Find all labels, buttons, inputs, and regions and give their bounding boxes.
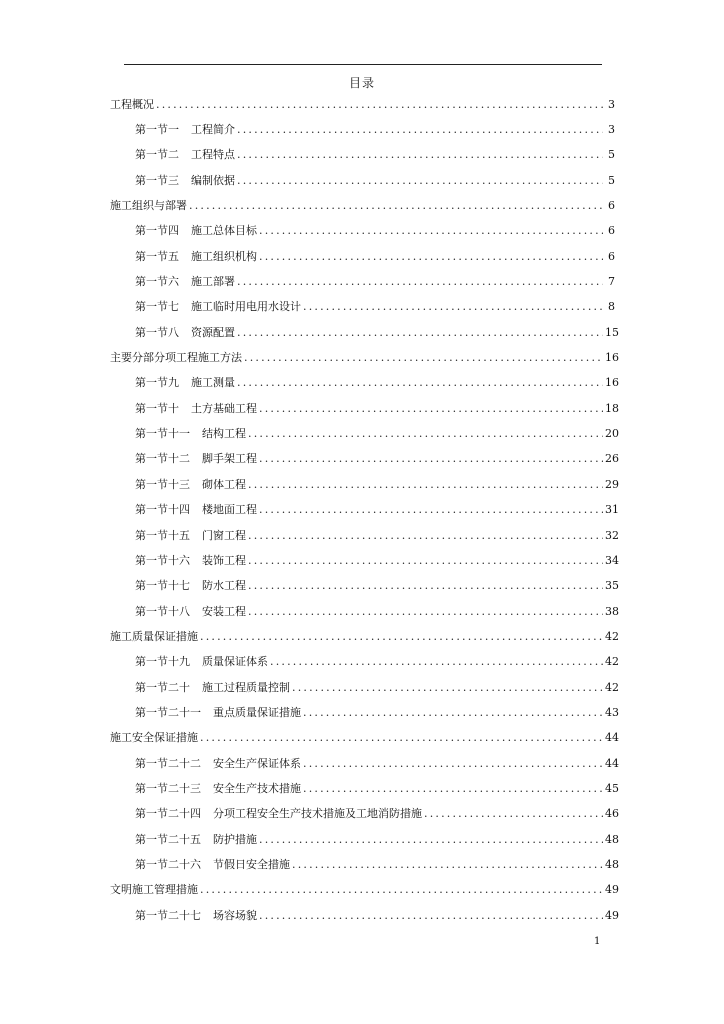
- toc-entry-label: 施工测量: [191, 376, 235, 390]
- toc-entry-label: 重点质量保证措施: [213, 705, 301, 719]
- toc-page-number: 26: [605, 452, 619, 466]
- toc-page-number: 6: [608, 199, 615, 213]
- toc-section-number: 第一节十九: [135, 655, 190, 669]
- toc-page-number: 49: [605, 908, 619, 922]
- toc-dot-leader: [292, 858, 603, 872]
- toc-entry-label: 砌体工程: [202, 477, 246, 491]
- toc-page-number: 43: [605, 705, 619, 719]
- toc-dot-leader: [200, 883, 603, 897]
- toc-section-entry[interactable]: [110, 269, 615, 294]
- toc-dot-leader: [248, 427, 603, 441]
- header-rule: [124, 64, 602, 65]
- toc-section-number: 第一节十四: [135, 503, 190, 517]
- toc-section-entry[interactable]: [110, 219, 615, 244]
- toc-entry-label: 分项工程安全生产技术措施及工地消防措施: [213, 807, 422, 821]
- toc-dot-leader: [237, 174, 603, 188]
- toc-page-number: 3: [608, 97, 615, 111]
- toc-dot-leader: [237, 326, 603, 340]
- toc-entry-label: 施工部署: [191, 275, 235, 289]
- toc-section-number: 第一节十三: [135, 477, 190, 491]
- toc-dot-leader: [248, 478, 603, 492]
- toc-page-number: 5: [608, 173, 615, 187]
- toc-entry-label: 施工组织与部署: [110, 199, 187, 213]
- toc-section-entry[interactable]: [110, 802, 619, 827]
- toc-dot-leader: [303, 782, 603, 796]
- toc-entry-label: 楼地面工程: [202, 503, 257, 517]
- toc-entry-label: 结构工程: [202, 427, 246, 441]
- toc-entry-label: 安全生产技术措施: [213, 781, 301, 795]
- toc-dot-leader: [248, 579, 603, 593]
- toc-entry-label: 主要分部分项工程施工方法: [110, 351, 242, 365]
- toc-dot-leader: [248, 554, 603, 568]
- toc-dot-leader: [237, 123, 603, 137]
- toc-section-entry[interactable]: [110, 396, 619, 421]
- toc-page-number: 35: [605, 579, 619, 593]
- toc-dot-leader: [200, 731, 603, 745]
- toc-section-entry[interactable]: [110, 574, 619, 599]
- toc-entry-label: 门窗工程: [202, 528, 246, 542]
- toc-page-number: 18: [605, 401, 619, 415]
- toc-page-number: 49: [605, 883, 619, 897]
- toc-section-entry[interactable]: [110, 548, 619, 573]
- toc-page-number: 32: [605, 528, 619, 542]
- toc-entry-label: 施工安全保证措施: [110, 731, 198, 745]
- toc-chapter-entry[interactable]: [110, 878, 619, 903]
- toc-dot-leader: [259, 250, 603, 264]
- toc-section-number: 第一节十六: [135, 553, 190, 567]
- toc-dot-leader: [259, 402, 603, 416]
- toc-dot-leader: [303, 757, 603, 771]
- toc-entry-label: 编制依据: [191, 173, 235, 187]
- toc-page-number: 42: [605, 629, 619, 643]
- toc-dot-leader: [303, 300, 603, 314]
- toc-entry-label: 防水工程: [202, 579, 246, 593]
- toc-entry-label: 施工组织机构: [191, 249, 257, 263]
- toc-dot-leader: [156, 98, 603, 112]
- toc-page-number: 5: [608, 148, 615, 162]
- toc-section-entry[interactable]: [110, 852, 619, 877]
- toc-entry-label: 资源配置: [191, 325, 235, 339]
- toc-section-entry[interactable]: [110, 523, 619, 548]
- toc-dot-leader: [189, 199, 603, 213]
- toc-section-entry[interactable]: [110, 599, 619, 624]
- toc-dot-leader: [248, 605, 603, 619]
- toc-dot-leader: [259, 833, 603, 847]
- toc-page-number: 6: [608, 249, 615, 263]
- toc-chapter-entry[interactable]: [110, 345, 619, 370]
- toc-section-number: 第一节十一: [135, 427, 190, 441]
- toc-entry-label: 防护措施: [213, 832, 257, 846]
- toc-entry-label: 施工临时用电用水设计: [191, 300, 301, 314]
- toc-dot-leader: [237, 275, 603, 289]
- toc-entry-label: 工程简介: [191, 123, 235, 137]
- toc-section-entry[interactable]: [110, 903, 619, 928]
- toc-section-entry[interactable]: [110, 447, 619, 472]
- toc-section-number: 第一节一: [135, 123, 179, 137]
- toc-entry-label: 土方基础工程: [191, 401, 257, 415]
- toc-page-number: 42: [605, 655, 619, 669]
- toc-entry-label: 脚手架工程: [202, 452, 257, 466]
- toc-entry-label: 装饰工程: [202, 553, 246, 567]
- toc-dot-leader: [200, 630, 603, 644]
- toc-page-number: 29: [605, 477, 619, 491]
- toc-page-number: 20: [605, 427, 619, 441]
- toc-page-number: 16: [605, 351, 619, 365]
- toc-section-number: 第一节二: [135, 148, 179, 162]
- toc-entry-label: 工程特点: [191, 148, 235, 162]
- toc-page-number: 44: [605, 731, 619, 745]
- toc-section-number: 第一节二十四: [135, 807, 201, 821]
- toc-entry-label: 安装工程: [202, 604, 246, 618]
- toc-entry-label: 施工质量保证措施: [110, 629, 198, 643]
- page-number: 1: [594, 936, 601, 947]
- toc-section-entry[interactable]: [110, 827, 619, 852]
- toc-entry-label: 安全生产保证体系: [213, 756, 301, 770]
- toc-section-number: 第一节二十一: [135, 705, 201, 719]
- toc-section-entry[interactable]: [110, 700, 619, 725]
- toc-section-number: 第一节七: [135, 300, 179, 314]
- toc-page-number: 8: [608, 300, 615, 314]
- toc-page-number: 48: [605, 832, 619, 846]
- toc-dot-leader: [259, 503, 603, 517]
- toc-section-entry[interactable]: [110, 244, 615, 269]
- toc-entry-label: 施工总体目标: [191, 224, 257, 238]
- toc-chapter-entry[interactable]: [110, 92, 615, 117]
- toc-section-entry[interactable]: [110, 371, 619, 396]
- toc-section-entry[interactable]: [110, 776, 619, 801]
- toc-chapter-entry[interactable]: [110, 726, 619, 751]
- toc-entry-label: 场容场貌: [213, 908, 257, 922]
- toc-section-entry[interactable]: [110, 472, 619, 497]
- toc-section-number: 第一节十: [135, 401, 179, 415]
- toc-section-number: 第一节十八: [135, 604, 190, 618]
- toc-section-entry[interactable]: [110, 295, 615, 320]
- toc-page-number: 48: [605, 857, 619, 871]
- toc-dot-leader: [244, 351, 603, 365]
- toc-page-number: 46: [605, 807, 619, 821]
- toc-title: 目录: [348, 76, 375, 90]
- toc-section-entry[interactable]: [110, 498, 619, 523]
- toc-page-number: 34: [605, 553, 619, 567]
- toc-chapter-entry[interactable]: [110, 193, 615, 218]
- toc-section-entry[interactable]: [110, 421, 619, 446]
- toc-dot-leader: [270, 655, 603, 669]
- toc-entry-label: 节假日安全措施: [213, 857, 290, 871]
- toc-page-number: 7: [608, 275, 615, 289]
- toc-dot-leader: [259, 909, 603, 923]
- toc-dot-leader: [292, 681, 603, 695]
- toc-dot-leader: [237, 376, 603, 390]
- toc-section-number: 第一节二十二: [135, 756, 201, 770]
- toc-page-number: 3: [608, 123, 615, 137]
- toc-section-number: 第一节十七: [135, 579, 190, 593]
- toc-section-entry[interactable]: [110, 117, 615, 142]
- toc-section-number: 第一节二十: [135, 680, 190, 694]
- toc-dot-leader: [259, 224, 603, 238]
- toc-dot-leader: [259, 452, 603, 466]
- toc-section-number: 第一节二十七: [135, 908, 201, 922]
- toc-section-number: 第一节十二: [135, 452, 190, 466]
- toc-page-number: 38: [605, 604, 619, 618]
- toc-page-number: 31: [605, 503, 619, 517]
- toc-section-number: 第一节二十六: [135, 857, 201, 871]
- toc-section-entry[interactable]: [110, 143, 615, 168]
- toc-section-number: 第一节二十三: [135, 781, 201, 795]
- toc-dot-leader: [237, 148, 603, 162]
- toc-section-number: 第一节十五: [135, 528, 190, 542]
- toc-section-number: 第一节八: [135, 325, 179, 339]
- toc-chapter-entry[interactable]: [110, 624, 619, 649]
- toc-page-number: 6: [608, 224, 615, 238]
- toc-section-number: 第一节二十五: [135, 832, 201, 846]
- toc-section-entry[interactable]: [110, 320, 619, 345]
- toc-section-number: 第一节三: [135, 173, 179, 187]
- toc-entry-label: 工程概况: [110, 97, 154, 111]
- toc-section-entry[interactable]: [110, 751, 619, 776]
- table-of-contents: [110, 92, 619, 928]
- toc-section-number: 第一节五: [135, 249, 179, 263]
- toc-entry-label: 文明施工管理措施: [110, 883, 198, 897]
- toc-page-number: 42: [605, 680, 619, 694]
- toc-page-number: 44: [605, 756, 619, 770]
- toc-entry-label: 施工过程质量控制: [202, 680, 290, 694]
- toc-section-entry[interactable]: [110, 168, 615, 193]
- toc-section-number: 第一节六: [135, 275, 179, 289]
- toc-dot-leader: [248, 529, 603, 543]
- toc-dot-leader: [424, 807, 603, 821]
- toc-entry-label: 质量保证体系: [202, 655, 268, 669]
- toc-section-number: 第一节九: [135, 376, 179, 390]
- toc-page-number: 16: [605, 376, 619, 390]
- toc-page-number: 15: [605, 325, 619, 339]
- toc-dot-leader: [303, 706, 603, 720]
- toc-section-entry[interactable]: [110, 675, 619, 700]
- toc-section-number: 第一节四: [135, 224, 179, 238]
- toc-page-number: 45: [605, 781, 619, 795]
- toc-section-entry[interactable]: [110, 650, 619, 675]
